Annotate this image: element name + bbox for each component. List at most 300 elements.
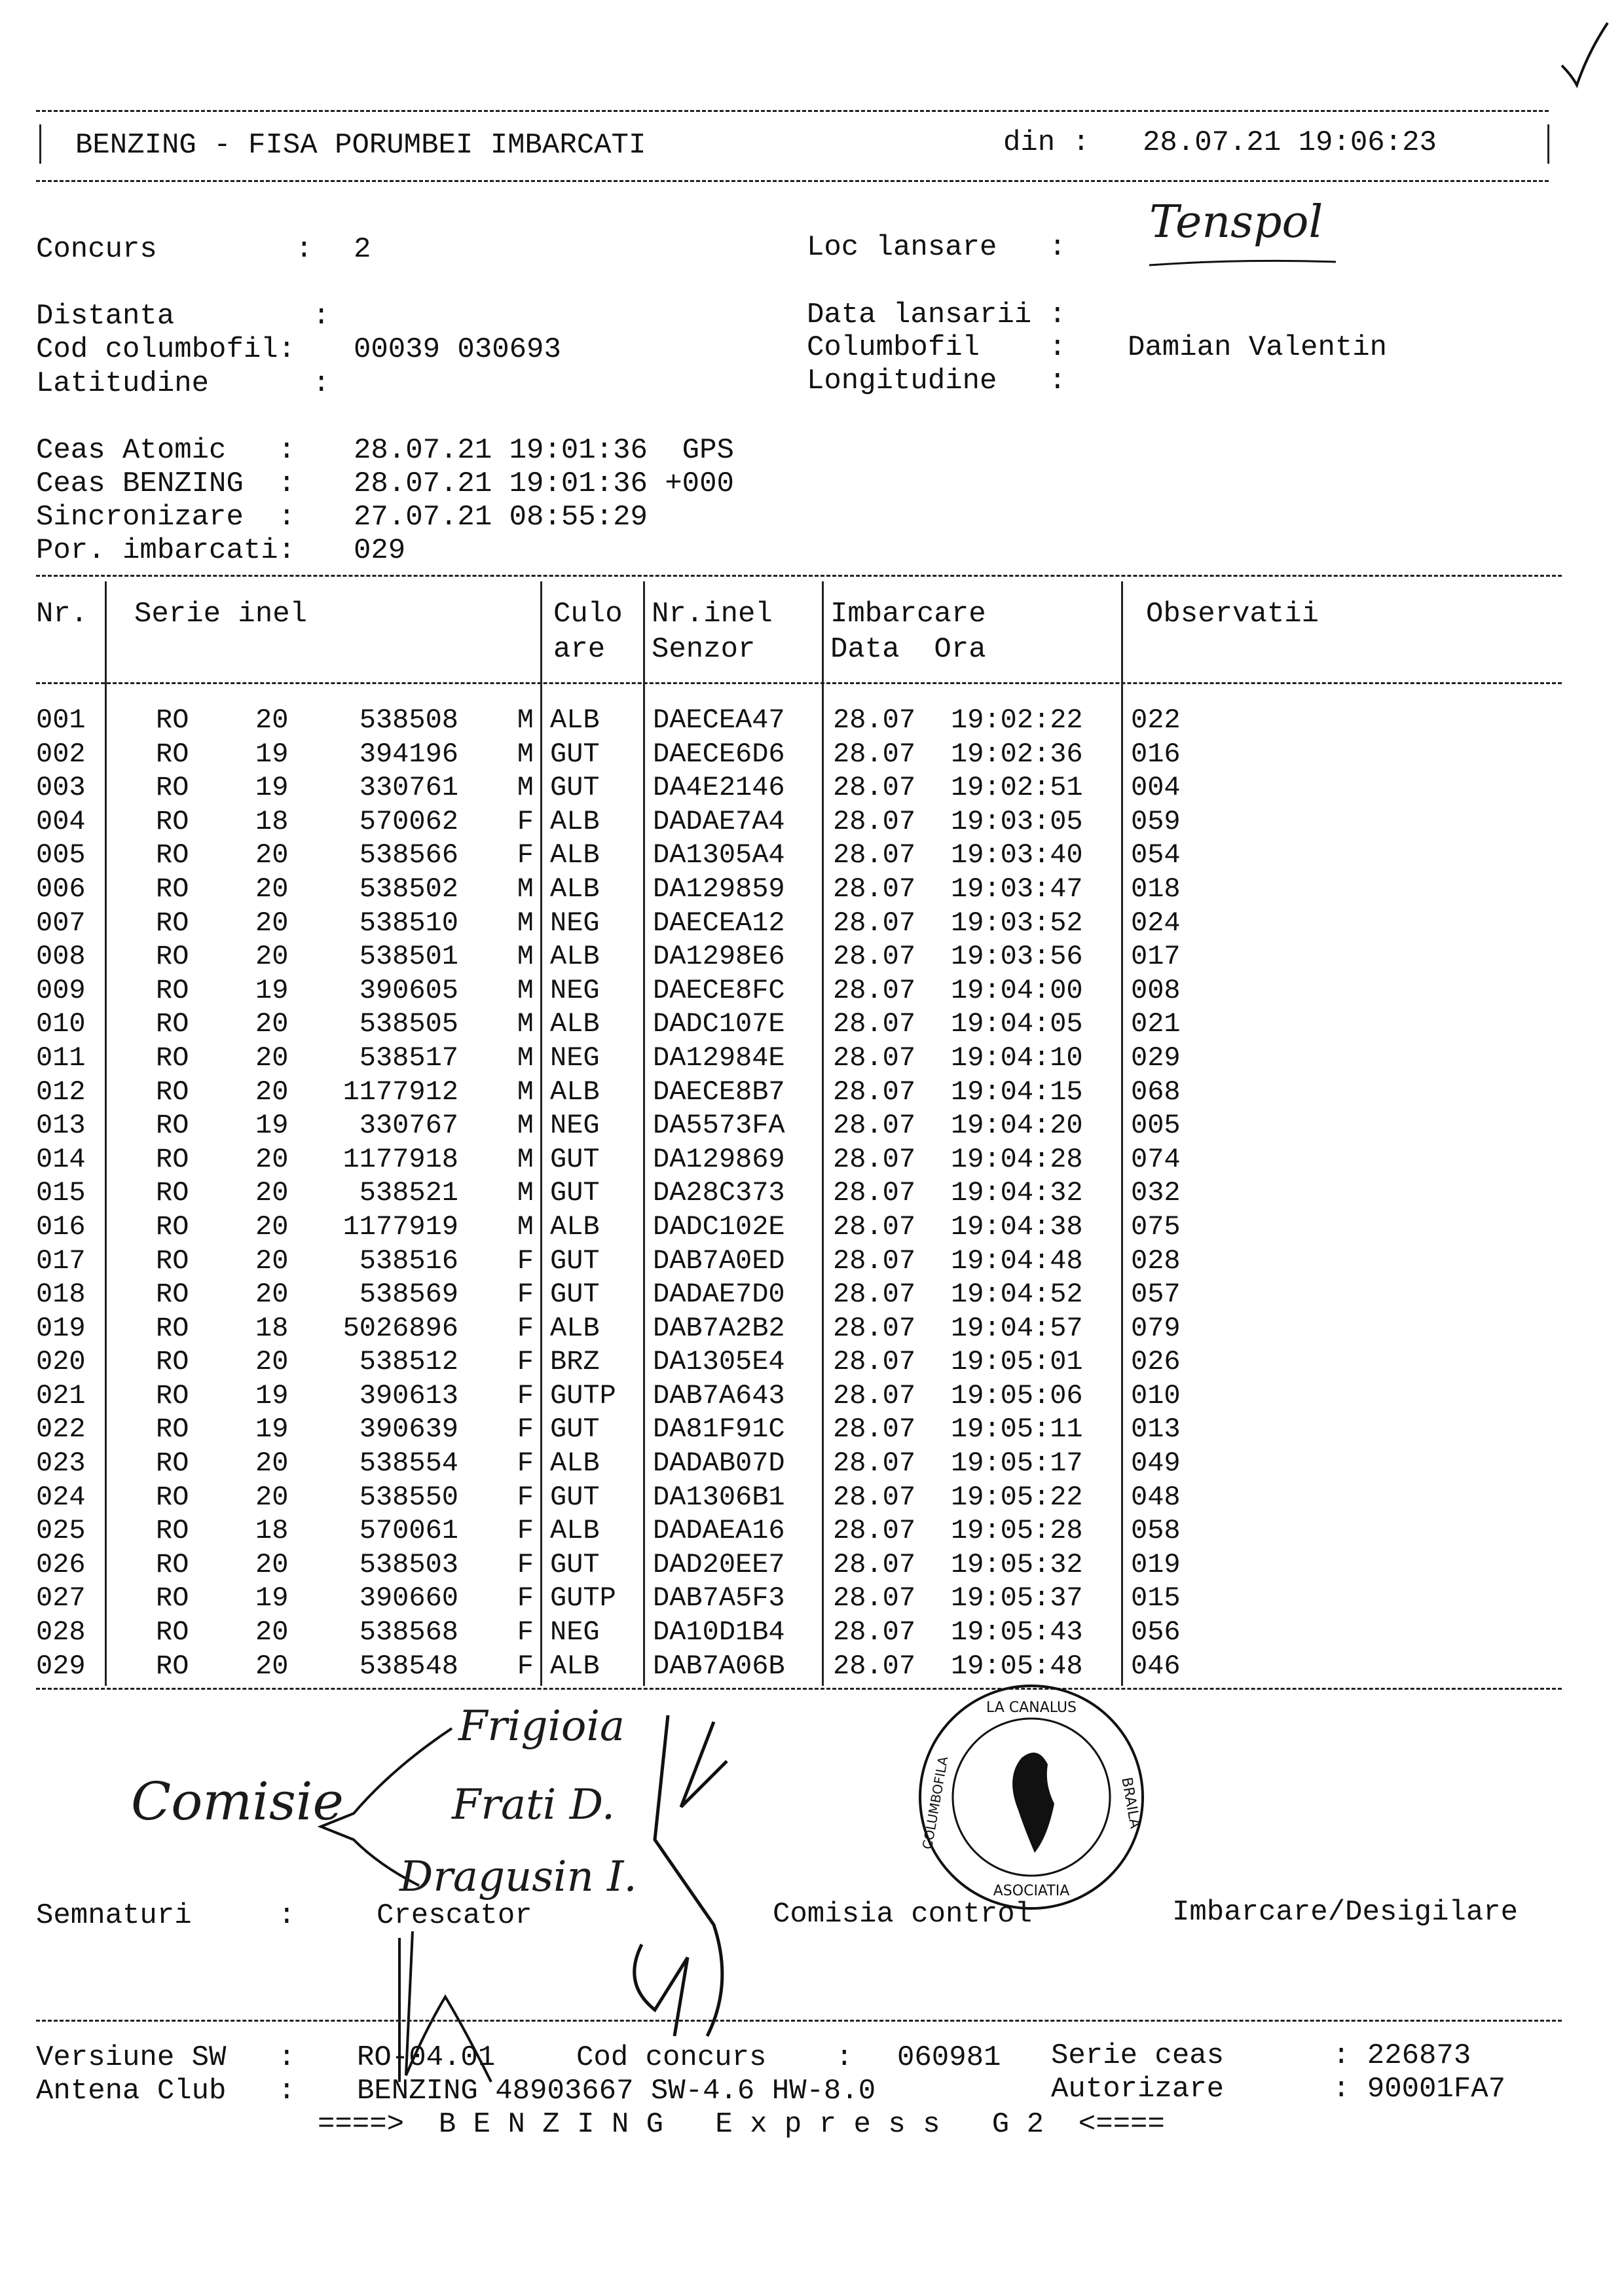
row-observatii: 029 [1131, 1042, 1181, 1074]
row-country: RO [156, 1177, 189, 1209]
row-sex: M [517, 1076, 534, 1108]
row-country: RO [156, 1312, 189, 1344]
row-year: 18 [255, 805, 289, 837]
table-row [0, 1312, 1624, 1346]
row-color: GUTP [550, 1379, 616, 1412]
row-time: 19:05:22 [951, 1481, 1083, 1513]
row-nr: 011 [36, 1042, 86, 1074]
row-date: 28.07 [833, 1110, 916, 1142]
table-row [0, 1245, 1624, 1279]
association-stamp [907, 1673, 1156, 1922]
row-time: 19:02:22 [951, 704, 1083, 736]
benzing-banner: ====> B E N Z I N G E x p r e s s G 2 <==== [318, 2108, 1165, 2141]
row-country: RO [156, 1379, 189, 1412]
table-top-border [36, 575, 1562, 577]
sincronizare-label: Sincronizare : [36, 501, 296, 534]
row-sex: F [517, 1616, 534, 1649]
row-sensor: DAECEA47 [653, 704, 785, 736]
row-observatii: 059 [1131, 805, 1181, 837]
row-sensor: DAECE8FC [653, 974, 785, 1006]
row-nr: 003 [36, 772, 86, 804]
handwritten-name-1: Frigioia [458, 1702, 625, 1751]
row-year: 19 [255, 1582, 289, 1614]
row-nr: 027 [36, 1582, 86, 1614]
row-observatii: 056 [1131, 1616, 1181, 1649]
row-observatii: 057 [1131, 1279, 1181, 1311]
table-row [0, 1514, 1624, 1548]
row-date: 28.07 [833, 1616, 916, 1649]
row-sensor: DAB7A0ED [653, 1245, 785, 1277]
row-country: RO [156, 772, 189, 804]
row-color: GUT [550, 1143, 600, 1175]
row-ring-number: 538568 [359, 1616, 458, 1649]
row-nr: 021 [36, 1379, 86, 1412]
row-sensor: DA5573FA [653, 1110, 785, 1142]
row-color: ALB [550, 941, 600, 973]
row-nr: 010 [36, 1008, 86, 1040]
row-year: 20 [255, 1143, 289, 1175]
row-nr: 017 [36, 1245, 86, 1277]
row-sex: M [517, 941, 534, 973]
table-row [0, 940, 1624, 974]
row-color: GUT [550, 1548, 600, 1580]
row-sex: M [517, 772, 534, 804]
row-year: 19 [255, 974, 289, 1006]
table-row [0, 1143, 1624, 1177]
table-row [0, 974, 1624, 1008]
row-observatii: 058 [1131, 1515, 1181, 1547]
table-row [0, 1548, 1624, 1582]
versiune-value: RO-04.01 [357, 2041, 496, 2074]
row-ring-number: 538521 [359, 1177, 458, 1209]
row-nr: 025 [36, 1515, 86, 1547]
row-nr: 019 [36, 1312, 86, 1344]
cod-concurs-label: Cod concurs : [576, 2041, 853, 2074]
row-nr: 006 [36, 873, 86, 905]
row-sensor: DADAEA16 [653, 1515, 785, 1547]
table-row [0, 805, 1624, 839]
row-ring-number: 538502 [359, 873, 458, 905]
row-nr: 007 [36, 907, 86, 939]
distanta-label: Distanta : [36, 300, 330, 333]
table-row [0, 1413, 1624, 1447]
row-color: NEG [550, 974, 600, 1006]
row-sensor: DADAE7D0 [653, 1279, 785, 1311]
table-row [0, 771, 1624, 805]
col-imbarcare-header-2: Data Ora [830, 633, 986, 666]
row-sensor: DADC107E [653, 1008, 785, 1040]
row-country: RO [156, 1481, 189, 1513]
row-time: 19:05:48 [951, 1650, 1083, 1682]
row-ring-number: 1177912 [342, 1076, 458, 1108]
row-time: 19:03:05 [951, 805, 1083, 837]
row-sex: M [517, 1008, 534, 1040]
row-country: RO [156, 1346, 189, 1378]
row-year: 20 [255, 1245, 289, 1277]
row-year: 19 [255, 772, 289, 804]
comisia-label: Comisia control [773, 1898, 1033, 1931]
row-observatii: 021 [1131, 1008, 1181, 1040]
svg-text:COLUMBOFILA: COLUMBOFILA [919, 1755, 951, 1851]
row-time: 19:03:56 [951, 941, 1083, 973]
row-color: GUT [550, 1279, 600, 1311]
row-ring-number: 538505 [359, 1008, 458, 1040]
row-observatii: 013 [1131, 1413, 1181, 1446]
row-country: RO [156, 738, 189, 770]
table-row [0, 1076, 1624, 1110]
row-country: RO [156, 974, 189, 1006]
table-row [0, 1447, 1624, 1481]
header-bottom-border [36, 180, 1549, 182]
row-observatii: 048 [1131, 1481, 1181, 1513]
table-row [0, 1650, 1624, 1684]
row-color: GUT [550, 1413, 600, 1446]
row-color: ALB [550, 1008, 600, 1040]
row-sensor: DAB7A5F3 [653, 1582, 785, 1614]
row-ring-number: 538566 [359, 839, 458, 871]
row-sex: F [517, 1312, 534, 1344]
imbarcare-desigilare-label: Imbarcare/Desigilare [1172, 1896, 1519, 1929]
latitudine-label: Latitudine : [36, 367, 330, 400]
row-color: NEG [550, 1616, 600, 1649]
table-row [0, 839, 1624, 873]
row-nr: 009 [36, 974, 86, 1006]
concurs-label: Concurs : [36, 233, 313, 266]
row-sex: F [517, 1582, 534, 1614]
row-observatii: 017 [1131, 941, 1181, 973]
row-sensor: DAD20EE7 [653, 1548, 785, 1580]
row-country: RO [156, 1448, 189, 1480]
row-year: 19 [255, 1110, 289, 1142]
footer-top-border [36, 2020, 1562, 2022]
row-sex: M [517, 1143, 534, 1175]
row-sensor: DA1305A4 [653, 839, 785, 871]
row-time: 19:05:28 [951, 1515, 1083, 1547]
row-date: 28.07 [833, 772, 916, 804]
row-ring-number: 538569 [359, 1279, 458, 1311]
row-observatii: 079 [1131, 1312, 1181, 1344]
serie-ceas-value: : 226873 [1333, 2039, 1471, 2072]
header-datetime: 28.07.21 19:06:23 [1143, 126, 1437, 159]
row-time: 19:04:20 [951, 1110, 1083, 1142]
row-sensor: DAB7A643 [653, 1379, 785, 1412]
concurs-value: 2 [354, 233, 371, 266]
row-country: RO [156, 1211, 189, 1243]
row-color: ALB [550, 1076, 600, 1108]
autorizare-label: Autorizare [1051, 2073, 1225, 2105]
row-time: 19:04:52 [951, 1279, 1083, 1311]
row-sensor: DA129859 [653, 873, 785, 905]
row-date: 28.07 [833, 1211, 916, 1243]
row-sex: M [517, 907, 534, 939]
row-sensor: DADAB07D [653, 1448, 785, 1480]
row-time: 19:04:32 [951, 1177, 1083, 1209]
ceas-atomic-label: Ceas Atomic : [36, 434, 296, 467]
columbofil-value: Damian Valentin [1128, 331, 1388, 364]
semnaturi-label: Semnaturi : [36, 1899, 296, 1932]
row-sex: M [517, 704, 534, 736]
row-nr: 001 [36, 704, 86, 736]
row-color: GUT [550, 1245, 600, 1277]
row-nr: 002 [36, 738, 86, 770]
row-sex: M [517, 1211, 534, 1243]
cod-concurs-value: 060981 [897, 2041, 1001, 2074]
row-sex: F [517, 1346, 534, 1378]
data-lansarii-label: Data lansarii : [807, 299, 1067, 331]
row-sex: M [517, 1177, 534, 1209]
row-observatii: 074 [1131, 1143, 1181, 1175]
row-date: 28.07 [833, 1076, 916, 1108]
row-nr: 012 [36, 1076, 86, 1108]
row-date: 28.07 [833, 1177, 916, 1209]
table-row [0, 1211, 1624, 1245]
row-country: RO [156, 1515, 189, 1547]
row-observatii: 024 [1131, 907, 1181, 939]
col-culo-header: Culo [553, 598, 623, 630]
row-color: ALB [550, 1515, 600, 1547]
row-date: 28.07 [833, 1312, 916, 1344]
row-country: RO [156, 873, 189, 905]
table-row [0, 873, 1624, 907]
row-time: 19:03:47 [951, 873, 1083, 905]
row-nr: 015 [36, 1177, 86, 1209]
row-year: 20 [255, 1279, 289, 1311]
header-din-label: din : [1003, 126, 1090, 159]
row-ring-number: 390613 [359, 1379, 458, 1412]
row-observatii: 049 [1131, 1448, 1181, 1480]
row-year: 20 [255, 1481, 289, 1513]
table-row [0, 1481, 1624, 1515]
row-sensor: DAECE8B7 [653, 1076, 785, 1108]
row-time: 19:04:38 [951, 1211, 1083, 1243]
row-color: GUT [550, 1177, 600, 1209]
row-date: 28.07 [833, 907, 916, 939]
row-year: 20 [255, 873, 289, 905]
row-year: 20 [255, 1346, 289, 1378]
row-sensor: DA1298E6 [653, 941, 785, 973]
row-sensor: DA1305E4 [653, 1346, 785, 1378]
header-left-border [39, 124, 41, 164]
row-ring-number: 538550 [359, 1481, 458, 1513]
signature-scribble [616, 1709, 773, 2049]
row-country: RO [156, 704, 189, 736]
row-observatii: 026 [1131, 1346, 1181, 1378]
row-nr: 022 [36, 1413, 86, 1446]
row-ring-number: 538516 [359, 1245, 458, 1277]
row-country: RO [156, 1076, 189, 1108]
row-date: 28.07 [833, 704, 916, 736]
row-country: RO [156, 805, 189, 837]
row-sex: M [517, 738, 534, 770]
row-ring-number: 330761 [359, 772, 458, 804]
row-country: RO [156, 839, 189, 871]
row-country: RO [156, 1143, 189, 1175]
document-title: BENZING - FISA PORUMBEI IMBARCATI [75, 129, 646, 162]
row-observatii: 068 [1131, 1076, 1181, 1108]
row-observatii: 019 [1131, 1548, 1181, 1580]
row-nr: 005 [36, 839, 86, 871]
row-year: 20 [255, 704, 289, 736]
versiune-label: Versiune SW : [36, 2041, 296, 2074]
row-ring-number: 538501 [359, 941, 458, 973]
col-culo-header-2: are [553, 633, 606, 666]
row-color: ALB [550, 704, 600, 736]
row-time: 19:05:37 [951, 1582, 1083, 1614]
col-imbarcare-header: Imbarcare [830, 598, 986, 630]
row-sensor: DAB7A06B [653, 1650, 785, 1682]
row-date: 28.07 [833, 1008, 916, 1040]
row-country: RO [156, 1650, 189, 1682]
table-row [0, 1345, 1624, 1379]
antena-label: Antena Club : [36, 2075, 296, 2107]
crescator-label: Crescator [377, 1899, 532, 1932]
imbarcati-value: 029 [354, 534, 406, 567]
antena-value: BENZING 48903667 SW-4.6 HW-8.0 [357, 2075, 876, 2107]
row-ring-number: 538517 [359, 1042, 458, 1074]
row-sex: F [517, 1413, 534, 1446]
row-nr: 023 [36, 1448, 86, 1480]
row-sensor: DADC102E [653, 1211, 785, 1243]
row-year: 19 [255, 1379, 289, 1412]
row-sensor: DA129869 [653, 1143, 785, 1175]
cod-columbofil-value: 00039 030693 [354, 333, 561, 366]
row-sex: F [517, 1379, 534, 1412]
row-country: RO [156, 1413, 189, 1446]
row-year: 18 [255, 1312, 289, 1344]
row-sensor: DA28C373 [653, 1177, 785, 1209]
row-color: GUT [550, 738, 600, 770]
row-year: 20 [255, 1650, 289, 1682]
row-observatii: 028 [1131, 1245, 1181, 1277]
table-row [0, 1109, 1624, 1143]
row-date: 28.07 [833, 873, 916, 905]
row-time: 19:05:32 [951, 1548, 1083, 1580]
row-ring-number: 570062 [359, 805, 458, 837]
row-ring-number: 538554 [359, 1448, 458, 1480]
row-color: ALB [550, 805, 600, 837]
row-date: 28.07 [833, 1379, 916, 1412]
row-sex: F [517, 1448, 534, 1480]
ceas-benzing-label: Ceas BENZING : [36, 467, 296, 500]
row-sensor: DAECEA12 [653, 907, 785, 939]
row-ring-number: 538512 [359, 1346, 458, 1378]
row-sensor: DAECE6D6 [653, 738, 785, 770]
columbofil-label: Columbofil : [807, 331, 1067, 364]
ceas-benzing-value: 28.07.21 19:01:36 +000 [354, 467, 734, 500]
row-year: 19 [255, 1413, 289, 1446]
row-time: 19:03:40 [951, 839, 1083, 871]
row-country: RO [156, 1110, 189, 1142]
row-ring-number: 538510 [359, 907, 458, 939]
row-sensor: DA81F91C [653, 1413, 785, 1446]
handwritten-name-2: Frati D. [452, 1781, 616, 1829]
row-sex: M [517, 1042, 534, 1074]
row-observatii: 018 [1131, 873, 1181, 905]
imbarcati-label: Por. imbarcati: [36, 534, 296, 567]
row-nr: 024 [36, 1481, 86, 1513]
row-sex: M [517, 873, 534, 905]
row-time: 19:02:36 [951, 738, 1083, 770]
row-nr: 028 [36, 1616, 86, 1649]
col-inel-header: Nr.inel [652, 598, 773, 630]
table-row [0, 1379, 1624, 1413]
row-ring-number: 390660 [359, 1582, 458, 1614]
row-color: ALB [550, 1448, 600, 1480]
row-color: ALB [550, 1650, 600, 1682]
row-sex: F [517, 839, 534, 871]
row-date: 28.07 [833, 738, 916, 770]
row-nr: 016 [36, 1211, 86, 1243]
table-row [0, 1616, 1624, 1650]
header-right-border [1547, 124, 1549, 164]
row-sex: F [517, 1245, 534, 1277]
table-row [0, 1278, 1624, 1312]
row-date: 28.07 [833, 1413, 916, 1446]
row-date: 28.07 [833, 1548, 916, 1580]
row-year: 20 [255, 1076, 289, 1108]
row-sensor: DA1306B1 [653, 1481, 785, 1513]
row-sex: M [517, 974, 534, 1006]
table-row [0, 1042, 1624, 1076]
table-bottom-border [36, 1688, 1562, 1690]
row-observatii: 054 [1131, 839, 1181, 871]
row-ring-number: 394196 [359, 738, 458, 770]
row-year: 20 [255, 1008, 289, 1040]
row-color: NEG [550, 907, 600, 939]
row-observatii: 015 [1131, 1582, 1181, 1614]
longitudine-label: Longitudine : [807, 365, 1067, 397]
row-observatii: 075 [1131, 1211, 1181, 1243]
header-top-border [36, 110, 1549, 112]
table-row [0, 738, 1624, 772]
row-year: 20 [255, 941, 289, 973]
row-year: 20 [255, 839, 289, 871]
row-time: 19:03:52 [951, 907, 1083, 939]
row-date: 28.07 [833, 1515, 916, 1547]
row-sex: F [517, 1481, 534, 1513]
row-year: 20 [255, 1042, 289, 1074]
row-country: RO [156, 1582, 189, 1614]
row-year: 20 [255, 1211, 289, 1243]
table-row [0, 704, 1624, 738]
row-ring-number: 5026896 [342, 1312, 458, 1344]
row-year: 20 [255, 1616, 289, 1649]
row-time: 19:04:48 [951, 1245, 1083, 1277]
loc-underline [1146, 252, 1342, 272]
row-observatii: 004 [1131, 772, 1181, 804]
row-color: BRZ [550, 1346, 600, 1378]
row-date: 28.07 [833, 1245, 916, 1277]
row-time: 19:05:17 [951, 1448, 1083, 1480]
row-country: RO [156, 1042, 189, 1074]
row-sensor: DAB7A2B2 [653, 1312, 785, 1344]
row-sex: F [517, 1548, 534, 1580]
col-serie-header: Serie inel [134, 598, 308, 630]
row-ring-number: 538503 [359, 1548, 458, 1580]
loc-lansare-value: Tenspol [1149, 196, 1323, 248]
row-year: 19 [255, 738, 289, 770]
row-ring-number: 390605 [359, 974, 458, 1006]
row-sex: F [517, 1515, 534, 1547]
row-observatii: 046 [1131, 1650, 1181, 1682]
row-nr: 008 [36, 941, 86, 973]
row-date: 28.07 [833, 1279, 916, 1311]
row-color: ALB [550, 873, 600, 905]
row-nr: 026 [36, 1548, 86, 1580]
col-inel-header-2: Senzor [652, 633, 756, 666]
col-obs-header: Observatii [1146, 598, 1320, 630]
row-nr: 018 [36, 1279, 86, 1311]
